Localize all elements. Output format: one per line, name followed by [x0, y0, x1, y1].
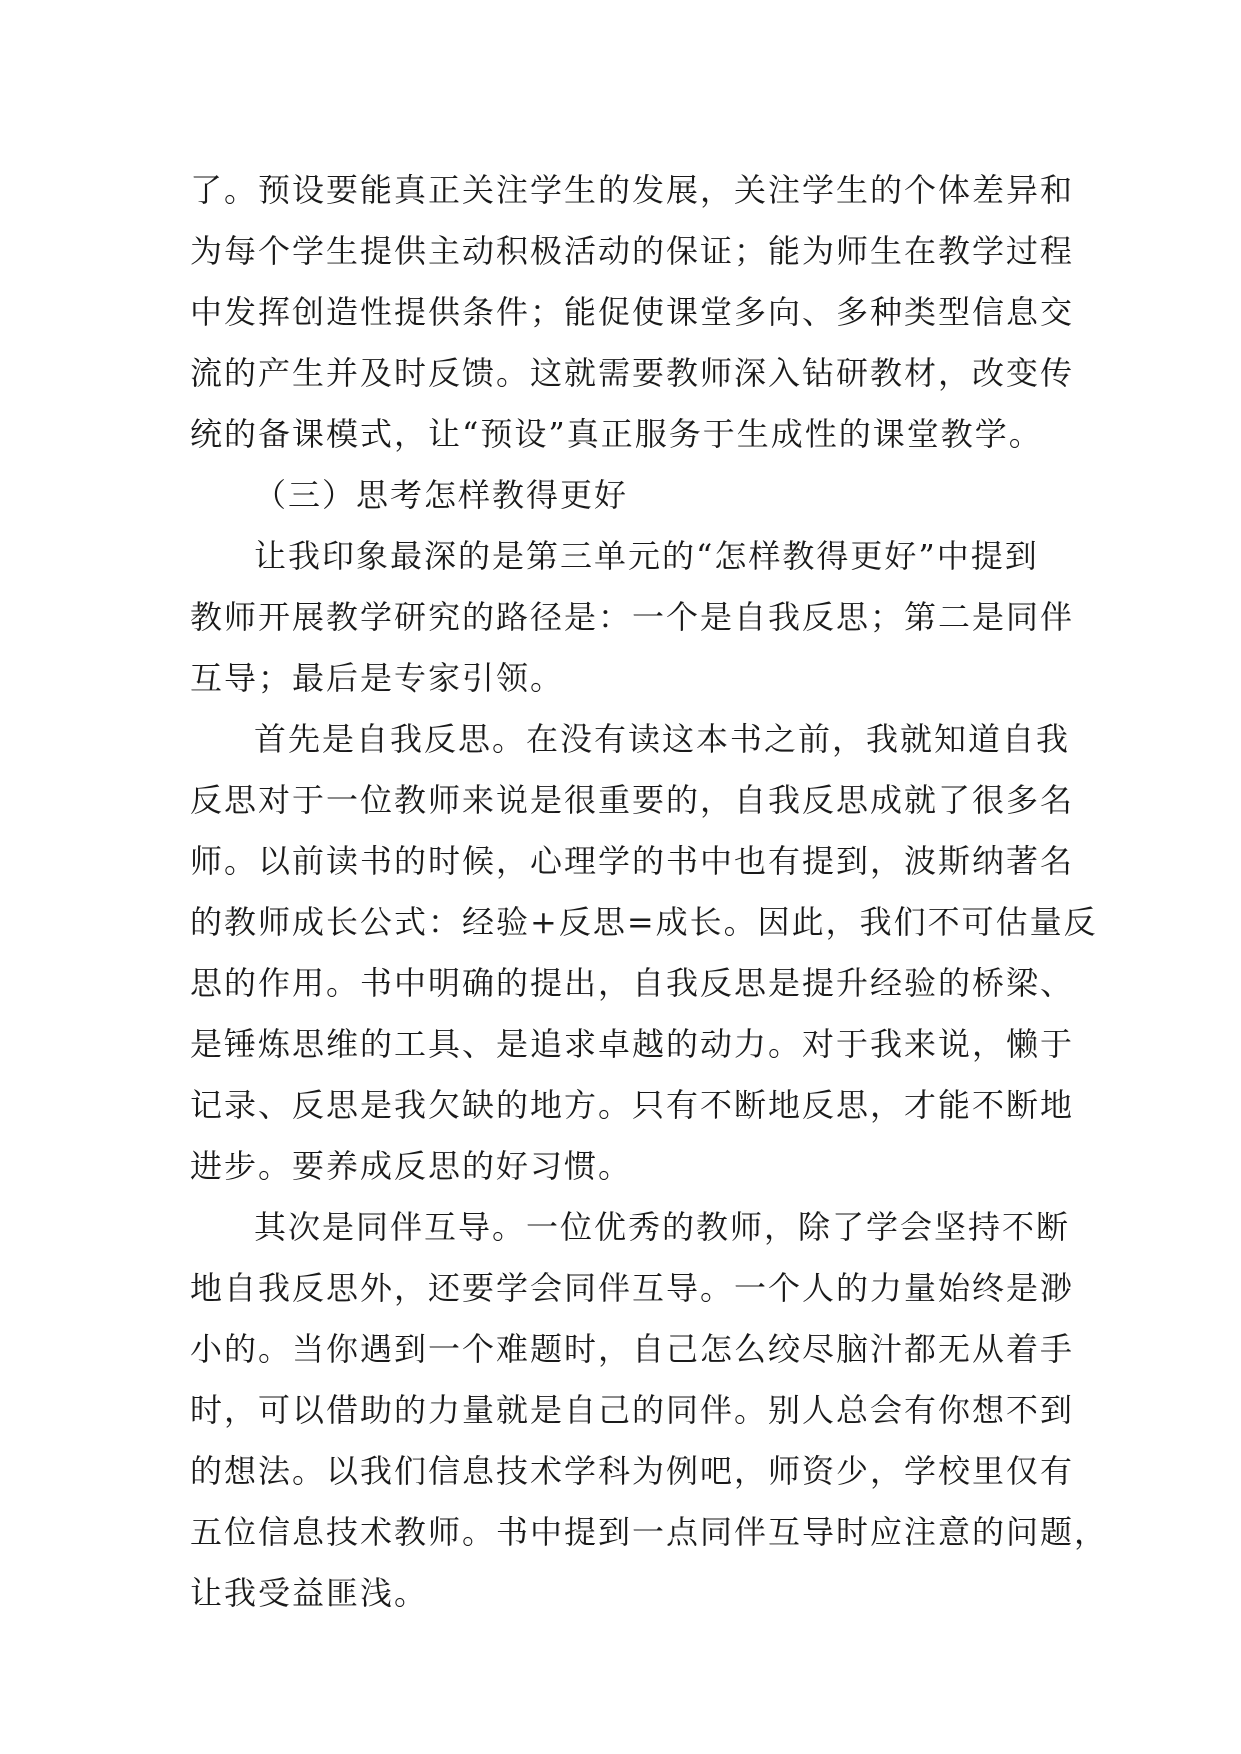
- text-line: 为每个学生提供主动积极活动的保证；能为师生在教学过程: [190, 232, 1075, 270]
- text-line: 思的作用。书中明确的提出，自我反思是提升经验的桥梁、: [190, 964, 1075, 1002]
- text-line: 进步。要养成反思的好习惯。: [190, 1147, 633, 1185]
- text-line: 记录、反思是我欠缺的地方。只有不断地反思，才能不断地: [190, 1086, 1075, 1124]
- paragraph-start: 首先是自我反思。在没有读这本书之前，我就知道自我: [254, 720, 1071, 758]
- text-line: 五位信息技术教师。书中提到一点同伴互导时应注意的问题，: [190, 1513, 1109, 1551]
- text-line: 让我受益匪浅。: [190, 1574, 429, 1612]
- text-line: 了。预设要能真正关注学生的发展，关注学生的个体差异和: [190, 171, 1075, 209]
- text-line: 的教师成长公式：经验+反思=成长。因此，我们不可估量反: [190, 903, 1098, 941]
- text-line: 流的产生并及时反馈。这就需要教师深入钻研教材，改变传: [190, 354, 1075, 392]
- text-line: 中发挥创造性提供条件；能促使课堂多向、多种类型信息交: [190, 293, 1075, 331]
- paragraph-start: 让我印象最深的是第三单元的“怎样教得更好”中提到: [254, 537, 1039, 575]
- text-line: 的想法。以我们信息技术学科为例吧，师资少，学校里仅有: [190, 1452, 1075, 1490]
- section-heading: （三）思考怎样教得更好: [254, 476, 629, 514]
- text-line: 时，可以借助的力量就是自己的同伴。别人总会有你想不到: [190, 1391, 1075, 1429]
- text-line: 师。以前读书的时候，心理学的书中也有提到，波斯纳著名: [190, 842, 1075, 880]
- text-line: 互导；最后是专家引领。: [190, 659, 565, 697]
- text-line: 地自我反思外，还要学会同伴互导。一个人的力量始终是渺: [190, 1269, 1075, 1307]
- text-line: 教师开展教学研究的路径是：一个是自我反思；第二是同伴: [190, 598, 1075, 636]
- text-line: 是锤炼思维的工具、是追求卓越的动力。对于我来说，懒于: [190, 1025, 1075, 1063]
- text-line: 反思对于一位教师来说是很重要的，自我反思成就了很多名: [190, 781, 1075, 819]
- text-line: 小的。当你遇到一个难题时，自己怎么绞尽脑汁都无从着手: [190, 1330, 1075, 1368]
- paragraph-start: 其次是同伴互导。一位优秀的教师，除了学会坚持不断: [254, 1208, 1071, 1246]
- body-text: [190, 160, 1109, 1624]
- text-line: 统的备课模式，让“预设”真正服务于生成性的课堂教学。: [190, 415, 1043, 453]
